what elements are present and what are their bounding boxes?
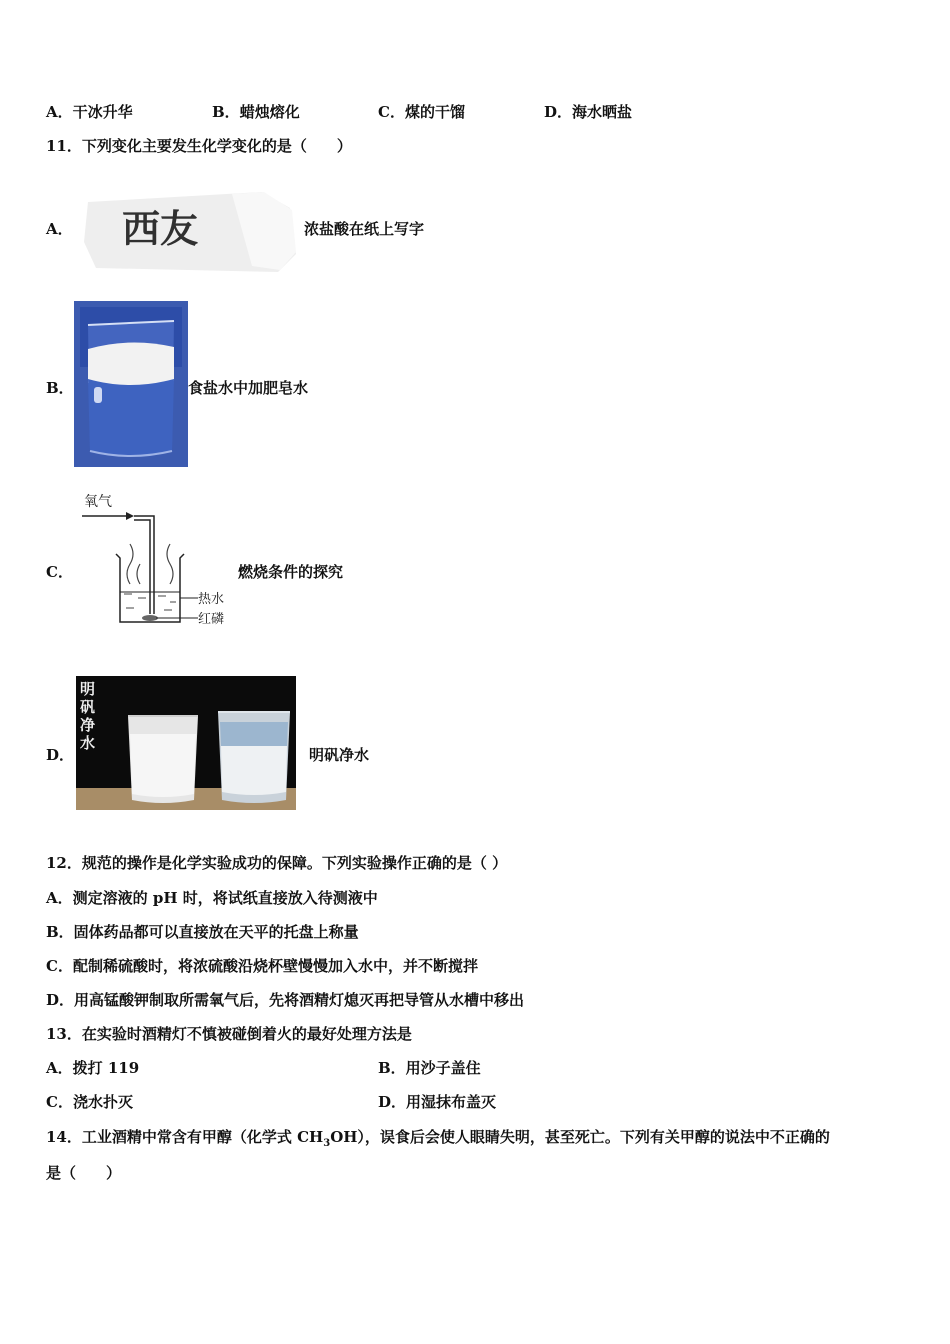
q14-stem-line2: 是（ ） [46, 1164, 122, 1182]
paper-writing: 西友 [122, 207, 199, 251]
svg-text:明: 明 [80, 680, 96, 698]
q13-option-b: B．用沙子盖住 [378, 1059, 481, 1077]
svg-text:矾: 矾 [80, 698, 96, 716]
svg-text:水: 水 [80, 734, 96, 752]
alum-photo [76, 676, 296, 810]
q13-option-d: D．用湿抹布盖灭 [378, 1093, 497, 1111]
q12-stem: 12．规范的操作是化学实验成功的保障。下列实验操作正确的是（ ） [46, 854, 508, 872]
beaker-photo [74, 301, 188, 467]
handwriting-photo [82, 188, 298, 274]
q11-option-d-text: 明矾净水 [309, 746, 370, 764]
q13-option-c: C．浇水扑灭 [46, 1093, 133, 1111]
svg-text:红磷: 红磷 [198, 612, 225, 627]
q12-option-a: A．测定溶液的 pH 时，将试纸直接放入待测液中 [46, 889, 378, 907]
q10-option-a: A．干冰升华 [46, 103, 133, 121]
q12-option-b: B．固体药品都可以直接放在天平的托盘上称量 [46, 923, 359, 941]
q11-option-a-text: 浓盐酸在纸上写字 [304, 220, 425, 238]
svg-text:热水: 热水 [198, 592, 225, 607]
q11-stem: 11．下列变化主要发生化学变化的是（ ） [46, 137, 352, 155]
q11-option-a-label: A． [46, 220, 73, 238]
combustion-diagram [80, 488, 230, 628]
q13-option-a: A．拨打 119 [46, 1059, 140, 1077]
q14-stem: 14．工业酒精中常含有甲醇（化学式 $CH_3OH$），误食后会使人眼睛失明，甚至死亡。下列有关甲醇的说法中不正确的 [46, 1128, 830, 1149]
q10-option-c: C．煤的干馏 [378, 103, 465, 121]
q11-option-d-label: D． [46, 746, 75, 764]
q11-option-c-label: C． [46, 563, 73, 581]
svg-text:净: 净 [80, 716, 96, 734]
q11-option-b-label: B． [46, 379, 74, 397]
q11-option-c-text: 燃烧条件的探究 [238, 563, 344, 581]
q13-stem: 13．在实验时酒精灯不慎被碰倒着火的最好处理方法是 [46, 1025, 412, 1043]
q10-option-b: B．蜡烛熔化 [212, 103, 300, 121]
q12-option-d: D．用高锰酸钾制取所需氧气后，先将酒精灯熄灭再把导管从水槽中移出 [46, 991, 525, 1009]
q11-option-b-text: 食盐水中加肥皂水 [188, 379, 309, 397]
q12-option-c: C．配制稀硫酸时，将浓硫酸沿烧杯壁慢慢加入水中，并不断搅拌 [46, 957, 478, 975]
svg-text:氧气: 氧气 [84, 494, 112, 510]
q10-option-d: D．海水晒盐 [544, 103, 633, 121]
